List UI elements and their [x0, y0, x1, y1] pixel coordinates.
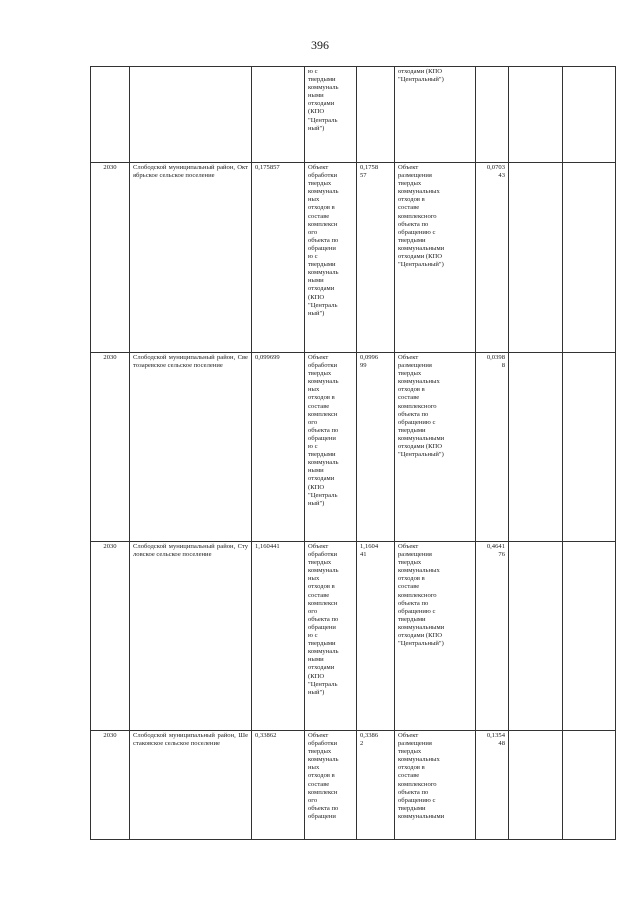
year-cell: 2030 [91, 542, 130, 731]
placement-object-cell: Объект размещения твердых коммунальных отходов в составе комплексного объекта по обращению с твердыми коммунальными [395, 731, 476, 840]
mass-cell: 0,175857 [252, 163, 305, 353]
mass-cell: 0,33862 [252, 731, 305, 840]
share-cell: 0,0398 8 [476, 353, 509, 542]
share-cell: 0,1354 48 [476, 731, 509, 840]
qty-cell: 0,0996 99 [357, 353, 395, 542]
mass-cell: 0,099699 [252, 353, 305, 542]
processing-object-cell: Объект обработки твердых коммуналь ных отходов в составе комплексн ого объекта по обращени ю с твердыми коммуналь ными отходами (КПО "Централь ный") [305, 163, 357, 353]
placement-object-cell: Объект размещения твердых коммунальных отходов в составе комплексного объекта по обращению с твердыми коммунальными отходами (КПО "Центральный") [395, 163, 476, 353]
year-cell: 2030 [91, 353, 130, 542]
empty-cell [509, 163, 563, 353]
empty-cell [563, 731, 616, 840]
processing-object-cell: Объект обработки твердых коммуналь ных отходов в составе комплексн ого объекта по обращени ю с твердыми коммуналь ными отходами (КПО "Централь ный") [305, 542, 357, 731]
year-cell: 2030 [91, 731, 130, 840]
table-row [91, 731, 616, 840]
area-cell: Слободской муниципальный район, Светозаревское сельское поселение [130, 353, 252, 542]
table-row [91, 353, 616, 542]
year-cell [91, 67, 130, 163]
table-row [91, 542, 616, 731]
area-cell [130, 67, 252, 163]
mass-cell: 1,160441 [252, 542, 305, 731]
empty-cell [563, 353, 616, 542]
share-cell [476, 67, 509, 163]
empty-cell [563, 163, 616, 353]
area-cell: Слободской муниципальный район, Стуловское сельское поселение [130, 542, 252, 731]
year-cell: 2030 [91, 163, 130, 353]
table-row [91, 67, 616, 163]
placement-object-cell: Объект размещения твердых коммунальных отходов в составе комплексного объекта по обращению с твердыми коммунальными отходами (КПО "Центральный") [395, 542, 476, 731]
empty-cell [509, 731, 563, 840]
table-row [91, 163, 616, 353]
processing-object-cell: Объект обработки твердых коммуналь ных отходов в составе комплексн ого объекта по обращени [305, 731, 357, 840]
qty-cell: 0,3386 2 [357, 731, 395, 840]
page-number: 396 [311, 38, 329, 52]
share-cell: 0,0703 43 [476, 163, 509, 353]
empty-cell [509, 542, 563, 731]
share-cell: 0,4641 76 [476, 542, 509, 731]
empty-cell [563, 67, 616, 163]
area-cell: Слободской муниципальный район, Шестаковское сельское поселение [130, 731, 252, 840]
processing-object-cell: ю с твердыми коммуналь ными отходами (КПО "Централь ный") [305, 67, 357, 163]
waste-flow-table [90, 66, 616, 840]
processing-object-cell: Объект обработки твердых коммуналь ных отходов в составе комплексн ого объекта по обращени ю с твердыми коммуналь ными отходами (КПО "Централь ный") [305, 353, 357, 542]
qty-cell: 0,1758 57 [357, 163, 395, 353]
empty-cell [509, 353, 563, 542]
empty-cell [509, 67, 563, 163]
mass-cell [252, 67, 305, 163]
empty-cell [563, 542, 616, 731]
area-cell: Слободской муниципальный район, Октябрьское сельское поселение [130, 163, 252, 353]
placement-object-cell: отходами (КПО "Центральный") [395, 67, 476, 163]
qty-cell: 1,1604 41 [357, 542, 395, 731]
placement-object-cell: Объект размещения твердых коммунальных отходов в составе комплексного объекта по обращению с твердыми коммунальными отходами (КПО "Центральный") [395, 353, 476, 542]
qty-cell [357, 67, 395, 163]
